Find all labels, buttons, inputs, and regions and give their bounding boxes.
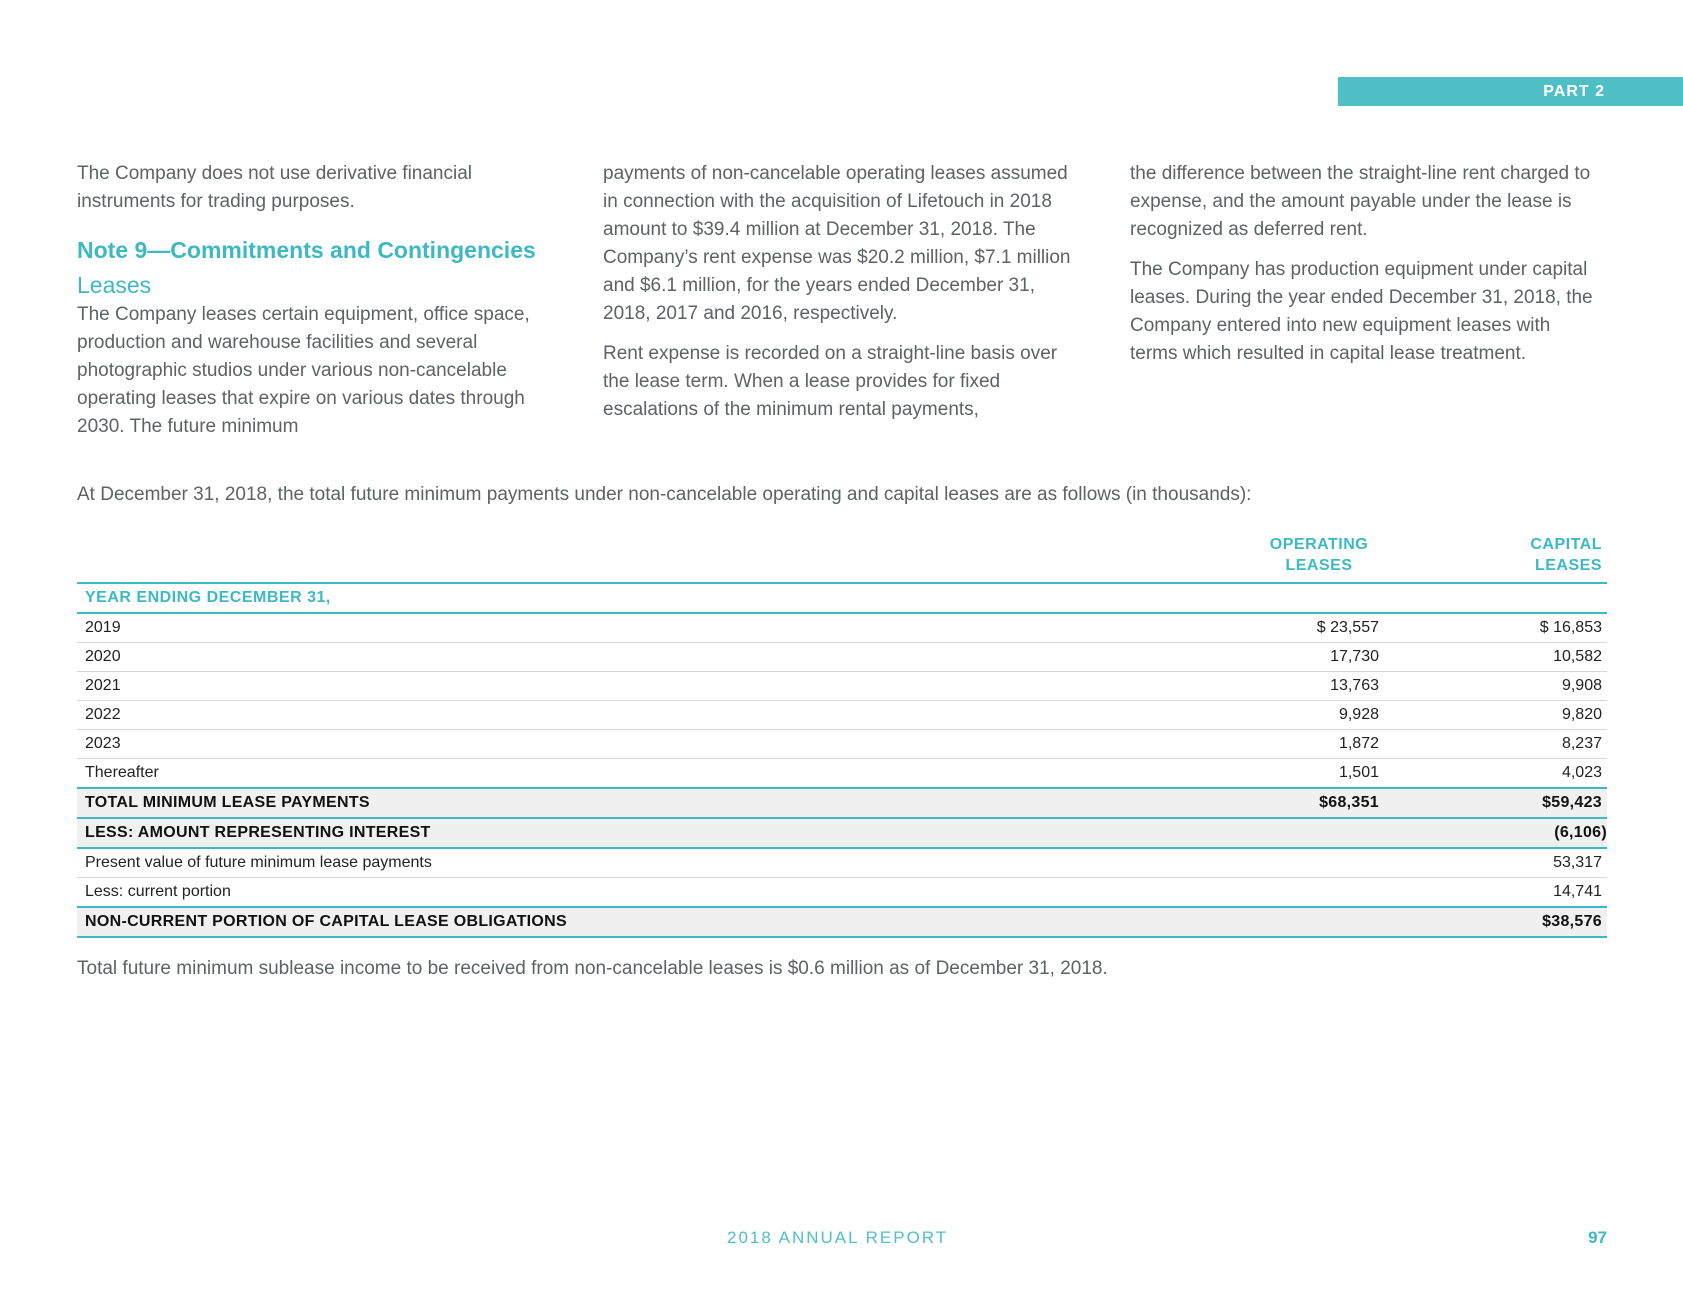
table-row: [77, 643, 1607, 672]
capital-value: 9,820: [1414, 701, 1607, 730]
operating-value: [1201, 848, 1414, 878]
row-label: 2020: [77, 643, 1201, 672]
table-row: [77, 759, 1607, 789]
subheading-leases: Leases: [77, 272, 152, 298]
row-label: 2021: [77, 672, 1201, 701]
row-label: 2023: [77, 730, 1201, 759]
noncurrent-row: [77, 907, 1607, 937]
capital-value: $ 16,853: [1414, 613, 1607, 643]
table-row: [77, 878, 1607, 908]
capital-value: 14,741: [1414, 878, 1607, 908]
total-row: [77, 788, 1607, 818]
table-row: [77, 672, 1607, 701]
section-row: [77, 583, 1607, 613]
paragraph: The Company has production equipment under capital leases. During the year ended December 31, 2018, the Company entered into new equipment leases with terms which resulted in capital lease treatment.: [1130, 259, 1593, 364]
operating-value: 1,501: [1201, 759, 1414, 789]
header-operating-label: OPERATING LEASES: [1269, 536, 1369, 574]
table-header-row: [77, 530, 1607, 583]
table-intro: At December 31, 2018, the total future minimum payments under non-cancelable operating and capital leases are as follows (in thousands):: [77, 484, 1252, 505]
row-label: Less: current portion: [77, 878, 1201, 908]
operating-value: 13,763: [1201, 672, 1414, 701]
paragraph: the difference between the straight-line rent charged to expense, and the amount payable under the lease is recognized as deferred rent.: [1130, 163, 1591, 240]
interest-row: [77, 818, 1607, 848]
capital-value: (6,106): [1414, 818, 1607, 848]
note-title: Note 9—Commitments and Contingencies: [77, 237, 536, 263]
header-capital-label: CAPITAL LEASES: [1530, 536, 1602, 574]
row-label: NON-CURRENT PORTION OF CAPITAL LEASE OBLIGATIONS: [77, 907, 1201, 937]
page-number: 97: [1588, 1228, 1607, 1247]
paragraph: The Company does not use derivative financial instruments for trading purposes.: [77, 163, 473, 212]
operating-value: [1201, 818, 1414, 848]
text-column-3: [1130, 160, 1600, 380]
paragraph: The Company leases certain equipment, office space, production and warehouse facilities and several photographic studios under various non-cancelable operating leases that expire on various dates through 2030. The future minimum: [77, 304, 530, 437]
operating-value: [1201, 878, 1414, 908]
operating-value: $68,351: [1201, 788, 1414, 818]
operating-value: 17,730: [1201, 643, 1414, 672]
table-row: [77, 730, 1607, 759]
table-row: [77, 701, 1607, 730]
row-label: TOTAL MINIMUM LEASE PAYMENTS: [77, 788, 1201, 818]
footer-report-label: 2018 ANNUAL REPORT: [727, 1228, 949, 1247]
header-operating-leases: [1201, 530, 1414, 583]
header-capital-leases: [1414, 530, 1607, 583]
row-label: 2019: [77, 613, 1201, 643]
blank-header: [77, 530, 1201, 583]
capital-value: 9,908: [1414, 672, 1607, 701]
operating-value: 1,872: [1201, 730, 1414, 759]
part-tab: PART 2: [1338, 77, 1683, 106]
row-label: Present value of future minimum lease payments: [77, 848, 1201, 878]
text-column-2: [603, 160, 1073, 436]
section-label: YEAR ENDING DECEMBER 31,: [77, 583, 1607, 613]
table-row: [77, 613, 1607, 643]
capital-value: 8,237: [1414, 730, 1607, 759]
sublease-note: Total future minimum sublease income to be received from non-cancelable leases is $0.6 million as of December 31, 2018.: [77, 958, 1108, 979]
paragraph: payments of non-cancelable operating leases assumed in connection with the acquisition of Lifetouch in 2018 amount to $39.4 million at December 31, 2018. The Company’s rent expense was $20.2 million, $7.1 million and $6.1 million, for the years ended December 31, 2018, 2017 and 2016, respectively.: [603, 163, 1071, 324]
capital-value: 10,582: [1414, 643, 1607, 672]
operating-value: [1201, 907, 1414, 937]
lease-payments-table: [77, 530, 1607, 938]
row-label: LESS: AMOUNT REPRESENTING INTEREST: [77, 818, 1201, 848]
capital-value: $59,423: [1414, 788, 1607, 818]
text-column-1: [77, 160, 547, 453]
row-label: Thereafter: [77, 759, 1201, 789]
capital-value: 53,317: [1414, 848, 1607, 878]
table-row: [77, 848, 1607, 878]
capital-value: $38,576: [1414, 907, 1607, 937]
capital-value: 4,023: [1414, 759, 1607, 789]
paragraph: Rent expense is recorded on a straight-line basis over the lease term. When a lease provides for fixed escalations of the minimum rental payments,: [603, 343, 1058, 420]
operating-value: $ 23,557: [1201, 613, 1414, 643]
operating-value: 9,928: [1201, 701, 1414, 730]
row-label: 2022: [77, 701, 1201, 730]
